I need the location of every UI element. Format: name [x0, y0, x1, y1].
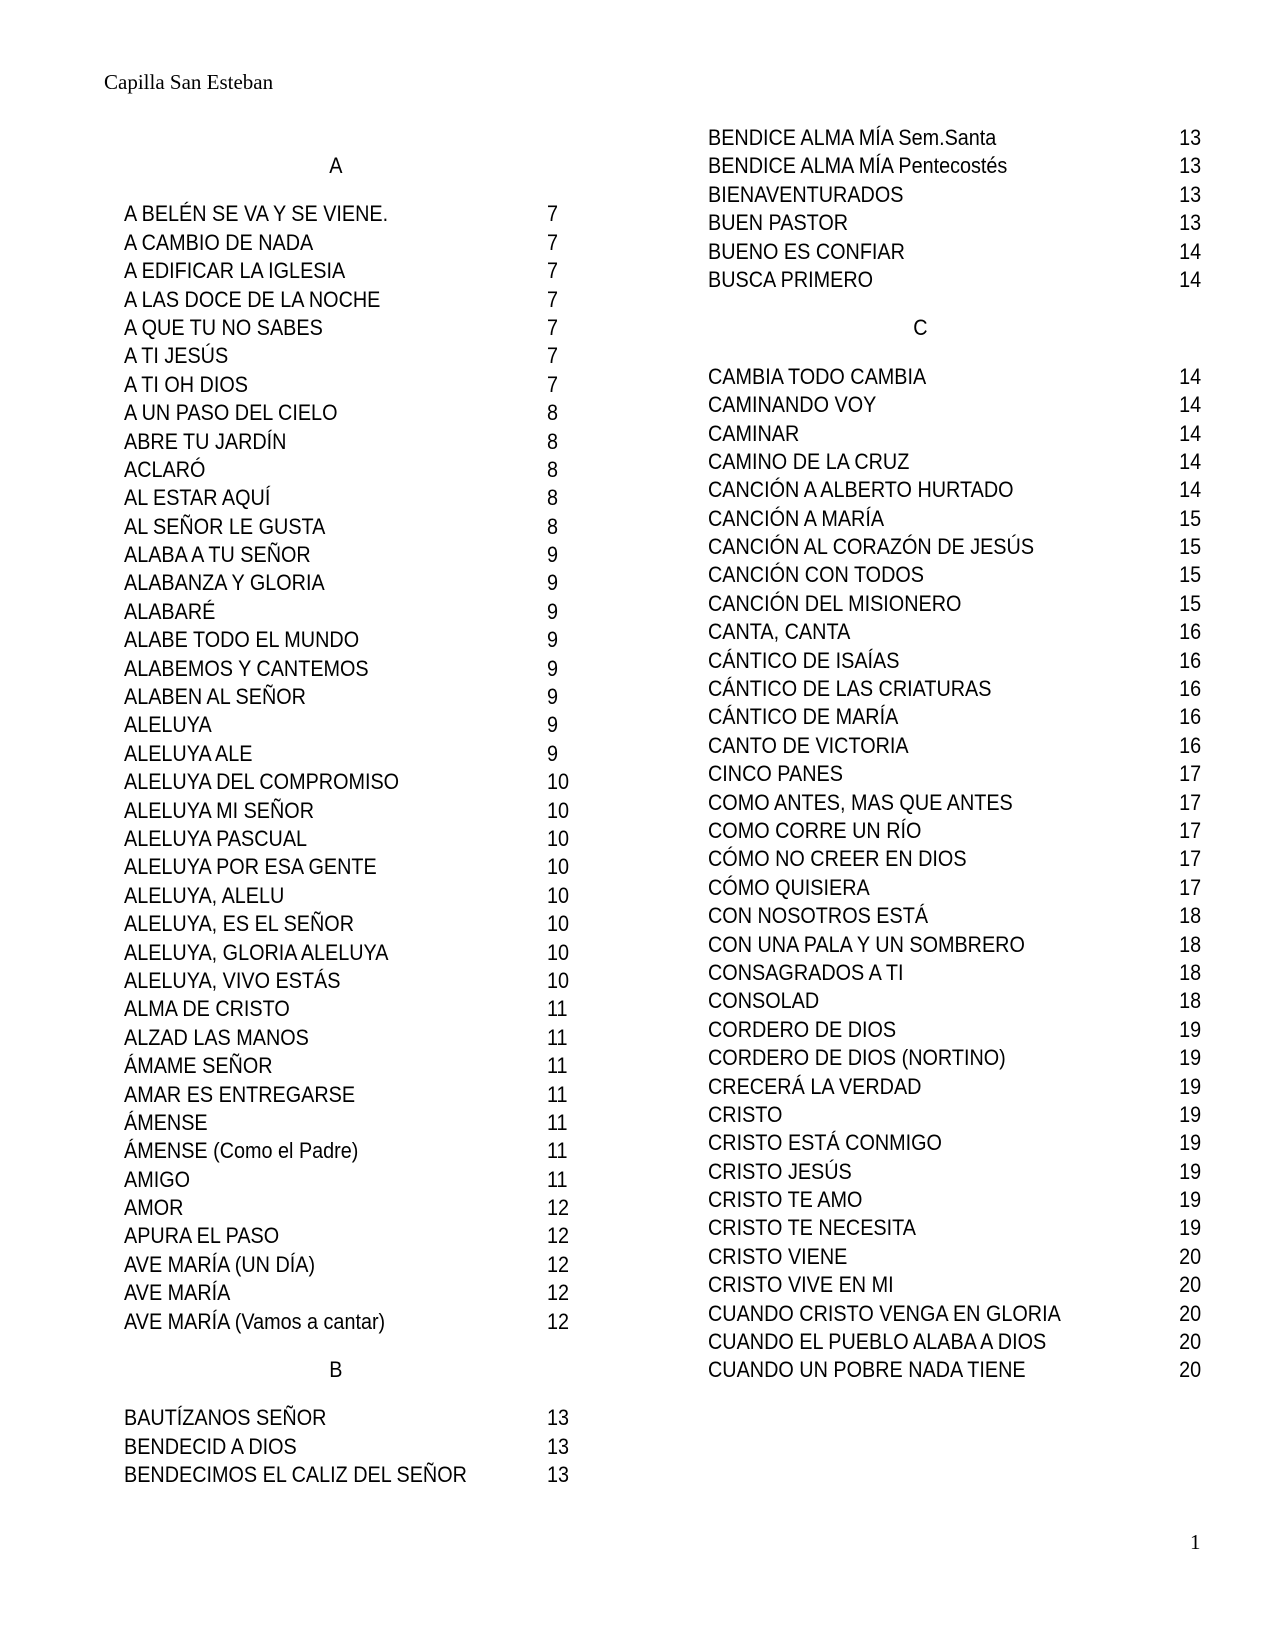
- song-page-number: 15: [1179, 534, 1202, 560]
- index-entry: [708, 505, 1201, 533]
- index-entry: [708, 675, 1201, 703]
- song-page-number: 9: [547, 684, 559, 710]
- song-page-number: 15: [1179, 590, 1202, 616]
- song-title: ALABEMOS Y CANTEMOS: [124, 655, 369, 681]
- song-page-number: 9: [547, 740, 559, 766]
- song-page-number: 7: [547, 229, 559, 255]
- index-entry: [708, 363, 1201, 391]
- index-entry: [124, 1194, 619, 1222]
- song-page-number: 10: [547, 939, 570, 965]
- index-entry: [124, 1251, 619, 1279]
- song-title: ALMA DE CRISTO: [124, 996, 290, 1022]
- song-page-number: 9: [547, 570, 559, 596]
- index-entry: [708, 124, 1201, 152]
- section-spacer: [708, 294, 1201, 314]
- song-page-number: 16: [1179, 676, 1202, 702]
- index-entry: [124, 683, 619, 711]
- index-entry: [708, 874, 1201, 902]
- index-column-left: [124, 152, 619, 1490]
- song-title: CRISTO JESÚS: [708, 1158, 852, 1184]
- index-entry: [124, 825, 619, 853]
- song-page-number: 19: [1179, 1187, 1202, 1213]
- song-title: AMOR: [124, 1195, 184, 1221]
- song-title: A BELÉN SE VA Y SE VIENE.: [124, 201, 389, 227]
- song-page-number: 8: [547, 456, 559, 482]
- song-page-number: 7: [547, 314, 559, 340]
- song-title: AVE MARÍA: [124, 1280, 231, 1306]
- song-title: A QUE TU NO SABES: [124, 314, 323, 340]
- song-page-number: 12: [547, 1195, 570, 1221]
- song-title: CINCO PANES: [708, 761, 843, 787]
- index-entry: [708, 266, 1201, 294]
- song-page-number: 20: [1179, 1357, 1202, 1383]
- index-entry: [124, 399, 619, 427]
- index-entry: [708, 845, 1201, 873]
- song-page-number: 14: [1179, 266, 1202, 292]
- index-entry: [708, 1356, 1201, 1384]
- index-entry: [708, 1243, 1201, 1271]
- song-title: APURA EL PASO: [124, 1223, 280, 1249]
- index-entry: [124, 882, 619, 910]
- song-page-number: 7: [547, 286, 559, 312]
- song-page-number: 16: [1179, 704, 1202, 730]
- index-entry: [708, 533, 1201, 561]
- index-column-right: [708, 124, 1201, 1385]
- index-entry: [708, 238, 1201, 266]
- song-page-number: 16: [1179, 647, 1202, 673]
- index-entry: [124, 1166, 619, 1194]
- song-title: A TI OH DIOS: [124, 371, 248, 397]
- index-entry: [708, 590, 1201, 618]
- song-page-number: 11: [547, 1138, 568, 1164]
- song-title: CANCIÓN CON TODOS: [708, 562, 924, 588]
- song-title: CRECERÁ LA VERDAD: [708, 1073, 922, 1099]
- index-entry: [124, 484, 619, 512]
- song-title: CÁNTICO DE ISAÍAS: [708, 647, 900, 673]
- index-entry: [124, 314, 619, 342]
- index-entry: [124, 1024, 619, 1052]
- index-entry: [708, 732, 1201, 760]
- song-page-number: 13: [1179, 125, 1202, 150]
- song-title: BUSCA PRIMERO: [708, 266, 874, 292]
- song-title: CANTA, CANTA: [708, 619, 851, 645]
- song-page-number: 19: [1179, 1073, 1202, 1099]
- index-entry: [124, 910, 619, 938]
- song-title: CRISTO VIENE: [708, 1243, 848, 1269]
- index-entry: [708, 931, 1201, 959]
- song-title: CONSOLAD: [708, 988, 820, 1014]
- song-title: CUANDO EL PUEBLO ALABA A DIOS: [708, 1329, 1047, 1355]
- index-entry: [124, 598, 619, 626]
- index-entry: [708, 1158, 1201, 1186]
- song-page-number: 20: [1179, 1272, 1202, 1298]
- index-entry: [708, 902, 1201, 930]
- song-page-number: 17: [1179, 874, 1202, 900]
- song-title: CORDERO DE DIOS: [708, 1016, 897, 1042]
- song-page-number: 13: [547, 1462, 570, 1488]
- song-page-number: 13: [547, 1433, 570, 1459]
- index-entry: [124, 1308, 619, 1336]
- song-page-number: 20: [1179, 1329, 1202, 1355]
- index-entry: [708, 959, 1201, 987]
- index-entry: [708, 209, 1201, 237]
- song-page-number: 16: [1179, 619, 1202, 645]
- index-entry: [708, 152, 1201, 180]
- song-title: BENDECID A DIOS: [124, 1433, 297, 1459]
- index-entry: [124, 740, 619, 768]
- index-entry: [124, 1433, 619, 1461]
- index-entry: [124, 229, 619, 257]
- song-title: ALELUYA, VIVO ESTÁS: [124, 967, 341, 993]
- index-entry: [124, 1279, 619, 1307]
- song-page-number: 13: [1179, 153, 1202, 179]
- index-entry: [124, 655, 619, 683]
- song-title: ALELUYA DEL COMPROMISO: [124, 769, 400, 795]
- song-title: CRISTO TE AMO: [708, 1187, 863, 1213]
- index-entry: [708, 1016, 1201, 1044]
- song-title: ALABA A TU SEÑOR: [124, 542, 311, 568]
- song-title: CÓMO QUISIERA: [708, 874, 870, 900]
- page-number: 1: [1190, 1530, 1201, 1554]
- section-letter-c: C: [913, 315, 928, 341]
- index-entry: [708, 618, 1201, 646]
- index-entry: [124, 428, 619, 456]
- index-entry: [124, 342, 619, 370]
- song-title: ALABEN AL SEÑOR: [124, 684, 306, 710]
- song-title: ALELUYA ALE: [124, 740, 253, 766]
- song-title: AVE MARÍA (Vamos a cantar): [124, 1308, 386, 1334]
- song-title: ÁMENSE (Como el Padre): [124, 1138, 359, 1164]
- index-entry: [708, 561, 1201, 589]
- song-title: CRISTO VIVE EN MI: [708, 1272, 894, 1298]
- index-entry: [124, 286, 619, 314]
- song-page-number: 19: [1179, 1016, 1202, 1042]
- index-entry: [124, 513, 619, 541]
- song-title: CON NOSOTROS ESTÁ: [708, 903, 929, 929]
- song-page-number: 11: [547, 1024, 568, 1050]
- section-spacer: [124, 1336, 619, 1356]
- song-page-number: 10: [547, 882, 570, 908]
- index-entry: [124, 1222, 619, 1250]
- song-title: CORDERO DE DIOS (NORTINO): [708, 1045, 1006, 1071]
- index-entry: [708, 1328, 1201, 1356]
- song-page-number: 14: [1179, 363, 1202, 389]
- index-entry: [124, 967, 619, 995]
- index-entry: [124, 1052, 619, 1080]
- song-title: CÁNTICO DE MARÍA: [708, 704, 899, 730]
- song-title: A EDIFICAR LA IGLESIA: [124, 258, 346, 284]
- song-title: AMIGO: [124, 1166, 191, 1192]
- index-entry: [124, 626, 619, 654]
- song-page-number: 17: [1179, 846, 1202, 872]
- index-entry: [708, 1300, 1201, 1328]
- song-page-number: 10: [547, 769, 570, 795]
- index-entry: [124, 456, 619, 484]
- song-page-number: 11: [547, 1166, 568, 1192]
- song-title: CAMBIA TODO CAMBIA: [708, 363, 927, 389]
- song-page-number: 19: [1179, 1215, 1202, 1241]
- index-entry: [708, 817, 1201, 845]
- index-entry: [124, 200, 619, 228]
- song-title: COMO CORRE UN RÍO: [708, 817, 922, 843]
- song-page-number: 17: [1179, 817, 1202, 843]
- index-entry: [124, 1461, 619, 1489]
- song-title: CAMINANDO VOY: [708, 392, 877, 418]
- index-entry: [124, 1081, 619, 1109]
- song-page-number: 18: [1179, 931, 1202, 957]
- song-page-number: 8: [547, 485, 559, 511]
- song-page-number: 9: [547, 542, 559, 568]
- section-letter-b: B: [329, 1357, 343, 1383]
- song-title: AMAR ES ENTREGARSE: [124, 1081, 356, 1107]
- song-page-number: 10: [547, 911, 570, 937]
- song-title: A LAS DOCE DE LA NOCHE: [124, 286, 381, 312]
- song-title: BENDICE ALMA MÍA Pentecostés: [708, 153, 1008, 179]
- song-title: ACLARÓ: [124, 456, 206, 482]
- song-title: CANCIÓN A MARÍA: [708, 505, 885, 531]
- index-entry: [708, 391, 1201, 419]
- index-entry: [708, 760, 1201, 788]
- index-entry: [708, 1129, 1201, 1157]
- song-page-number: 9: [547, 598, 559, 624]
- song-title: CON UNA PALA Y UN SOMBRERO: [708, 931, 1025, 957]
- index-entry: [124, 995, 619, 1023]
- song-page-number: 18: [1179, 959, 1202, 985]
- song-page-number: 16: [1179, 732, 1202, 758]
- index-entry: [708, 1271, 1201, 1299]
- song-page-number: 14: [1179, 420, 1202, 446]
- song-title: CUANDO CRISTO VENGA EN GLORIA: [708, 1300, 1061, 1326]
- song-title: CRISTO ESTÁ CONMIGO: [708, 1130, 942, 1156]
- song-page-number: 15: [1179, 505, 1202, 531]
- song-page-number: 14: [1179, 238, 1202, 264]
- song-page-number: 8: [547, 513, 559, 539]
- section-letter-a: A: [329, 153, 343, 178]
- song-title: AL ESTAR AQUÍ: [124, 485, 271, 511]
- index-entry: [708, 1101, 1201, 1129]
- song-title: ALABARÉ: [124, 598, 216, 624]
- song-page-number: 11: [547, 1053, 568, 1079]
- index-entry: [124, 1404, 619, 1432]
- song-page-number: 13: [1179, 181, 1202, 207]
- song-page-number: 13: [547, 1405, 570, 1431]
- index-entry: [708, 1073, 1201, 1101]
- song-page-number: 19: [1179, 1045, 1202, 1071]
- song-title: CÁNTICO DE LAS CRIATURAS: [708, 676, 992, 702]
- song-page-number: 13: [1179, 210, 1202, 236]
- song-title: ABRE TU JARDÍN: [124, 428, 287, 454]
- song-title: CANCIÓN A ALBERTO HURTADO: [708, 477, 1014, 503]
- song-page-number: 7: [547, 371, 559, 397]
- song-page-number: 12: [547, 1223, 570, 1249]
- song-page-number: 15: [1179, 562, 1202, 588]
- song-title: ALELUYA, ALELU: [124, 882, 285, 908]
- song-title: AVE MARÍA (UN DÍA): [124, 1251, 316, 1277]
- song-title: BUEN PASTOR: [708, 210, 849, 236]
- index-entry: [708, 987, 1201, 1015]
- song-title: BENDECIMOS EL CALIZ DEL SEÑOR: [124, 1462, 467, 1488]
- song-page-number: 8: [547, 400, 559, 426]
- song-title: ALZAD LAS MANOS: [124, 1024, 309, 1050]
- index-entry: [708, 1186, 1201, 1214]
- song-page-number: 17: [1179, 761, 1202, 787]
- song-page-number: 11: [547, 1109, 568, 1135]
- song-title: BIENAVENTURADOS: [708, 181, 904, 207]
- song-page-number: 18: [1179, 903, 1202, 929]
- index-entry: [124, 257, 619, 285]
- page-header: Capilla San Esteban: [104, 70, 274, 94]
- index-entry: [708, 448, 1201, 476]
- song-page-number: 9: [547, 655, 559, 681]
- song-page-number: 7: [547, 201, 559, 227]
- index-entry: [124, 569, 619, 597]
- index-entry: [708, 647, 1201, 675]
- index-entry: [124, 853, 619, 881]
- song-title: CRISTO TE NECESITA: [708, 1215, 916, 1241]
- song-title: CANTO DE VICTORIA: [708, 732, 909, 758]
- index-entry: [708, 181, 1201, 209]
- song-page-number: 20: [1179, 1243, 1202, 1269]
- index-entry: [708, 703, 1201, 731]
- song-page-number: 17: [1179, 789, 1202, 815]
- song-title: ALABANZA Y GLORIA: [124, 570, 325, 596]
- index-entry: [708, 476, 1201, 504]
- index-entry: [124, 541, 619, 569]
- song-title: A CAMBIO DE NADA: [124, 229, 314, 255]
- song-title: ALELUYA, GLORIA ALELUYA: [124, 939, 389, 965]
- song-title: ALELUYA PASCUAL: [124, 825, 308, 851]
- song-page-number: 12: [547, 1251, 570, 1277]
- song-title: AL SEÑOR LE GUSTA: [124, 513, 326, 539]
- song-title: CANCIÓN AL CORAZÓN DE JESÚS: [708, 534, 1035, 560]
- song-page-number: 19: [1179, 1101, 1202, 1127]
- song-page-number: 14: [1179, 477, 1202, 503]
- song-title: ALABE TODO EL MUNDO: [124, 627, 360, 653]
- song-page-number: 10: [547, 825, 570, 851]
- song-title: CANCIÓN DEL MISIONERO: [708, 590, 962, 616]
- song-page-number: 12: [547, 1308, 570, 1334]
- index-entry: [124, 768, 619, 796]
- index-entry: [708, 1044, 1201, 1072]
- song-page-number: 18: [1179, 988, 1202, 1014]
- song-title: ÁMENSE: [124, 1109, 208, 1135]
- song-page-number: 11: [547, 996, 568, 1022]
- index-entry: [124, 711, 619, 739]
- index-entry: [124, 371, 619, 399]
- index-entry: [124, 939, 619, 967]
- song-page-number: 7: [547, 258, 559, 284]
- index-entry: [708, 420, 1201, 448]
- song-title: BENDICE ALMA MÍA Sem.Santa: [708, 125, 997, 150]
- song-page-number: 9: [547, 627, 559, 653]
- song-title: CAMINO DE LA CRUZ: [708, 448, 910, 474]
- song-page-number: 10: [547, 797, 570, 823]
- song-title: ÁMAME SEÑOR: [124, 1053, 273, 1079]
- song-page-number: 20: [1179, 1300, 1202, 1326]
- song-page-number: 10: [547, 967, 570, 993]
- song-title: BUENO ES CONFIAR: [708, 238, 905, 264]
- song-title: CRISTO: [708, 1101, 783, 1127]
- song-page-number: 14: [1179, 392, 1202, 418]
- song-title: A UN PASO DEL CIELO: [124, 400, 338, 426]
- song-page-number: 19: [1179, 1130, 1202, 1156]
- song-page-number: 12: [547, 1280, 570, 1306]
- song-page-number: 19: [1179, 1158, 1202, 1184]
- song-page-number: 7: [547, 343, 559, 369]
- song-page-number: 11: [547, 1081, 568, 1107]
- index-entry: [124, 1137, 619, 1165]
- song-title: CAMINAR: [708, 420, 800, 446]
- song-title: CUANDO UN POBRE NADA TIENE: [708, 1357, 1026, 1383]
- section-spacer: [708, 343, 1201, 363]
- song-title: CÓMO NO CREER EN DIOS: [708, 846, 967, 872]
- index-entry: [124, 797, 619, 825]
- index-entry: [124, 1109, 619, 1137]
- song-title: A TI JESÚS: [124, 343, 229, 369]
- song-title: ALELUYA POR ESA GENTE: [124, 854, 377, 880]
- song-page-number: 8: [547, 428, 559, 454]
- song-title: CONSAGRADOS A TI: [708, 959, 904, 985]
- song-title: COMO ANTES, MAS QUE ANTES: [708, 789, 1013, 815]
- song-title: BAUTÍZANOS SEÑOR: [124, 1405, 327, 1431]
- index-entry: [708, 789, 1201, 817]
- section-spacer: [124, 180, 619, 200]
- song-title: ALELUYA MI SEÑOR: [124, 797, 314, 823]
- song-title: ALELUYA: [124, 712, 212, 738]
- song-page-number: 10: [547, 854, 570, 880]
- song-page-number: 14: [1179, 448, 1202, 474]
- song-page-number: 9: [547, 712, 559, 738]
- index-entry: [708, 1214, 1201, 1242]
- section-spacer: [124, 1384, 619, 1404]
- song-title: ALELUYA, ES EL SEÑOR: [124, 911, 354, 937]
